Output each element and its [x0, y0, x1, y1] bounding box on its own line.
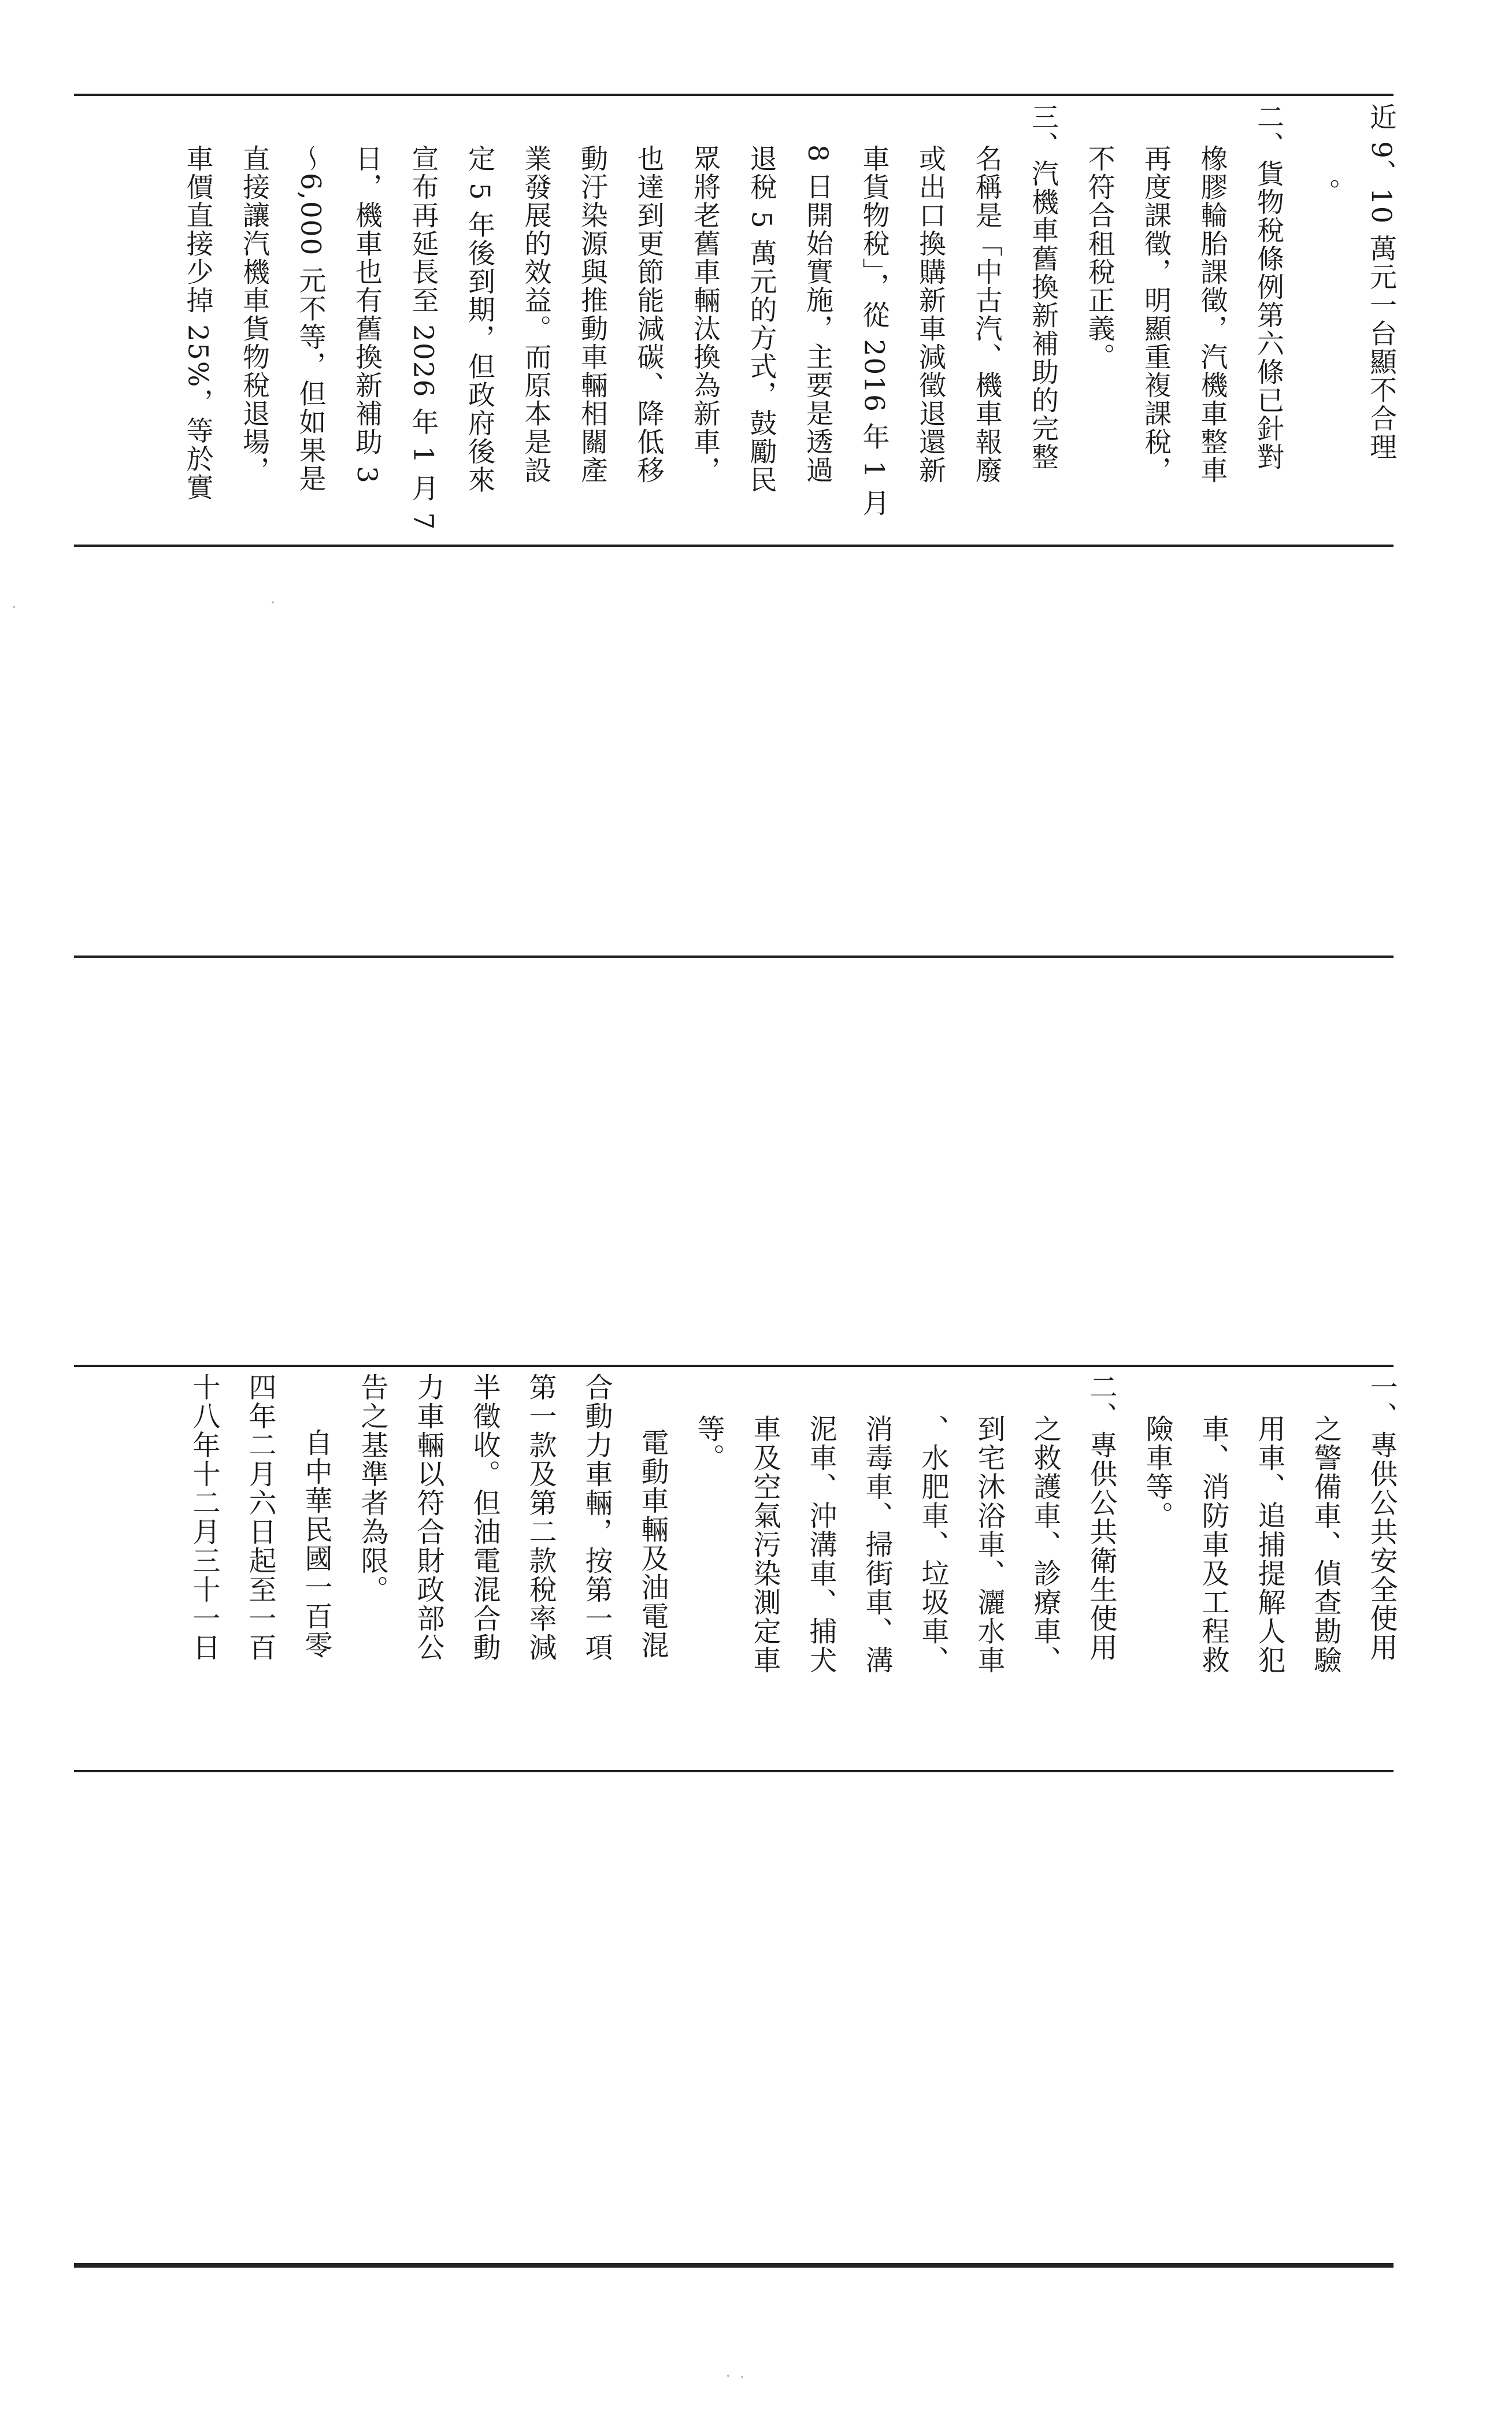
- upper-text-block: [172, 103, 1409, 542]
- text-line: 合動力車輛，按第一項: [580, 1373, 613, 1662]
- text-line: 近 9、10 萬元一台顯不合理: [1365, 103, 1397, 461]
- text-line: 車貨物稅」，從 2016 年 1 月: [858, 145, 890, 517]
- text-line: 、水肥車、垃圾車、: [917, 1414, 949, 1675]
- text-line: 用車、追捕提解人犯: [1253, 1414, 1285, 1675]
- text-line: 之救護車、診療車、: [1029, 1414, 1061, 1675]
- text-line: 第一款及第二款稅率減: [524, 1373, 557, 1662]
- scan-speck: [13, 606, 15, 608]
- text-line: 橡膠輪胎課徵，汽機車整車: [1196, 145, 1228, 484]
- text-line: 定 5 年後到期，但政府後來: [464, 145, 495, 494]
- text-line: 日，機車也有舊換新補助 3: [351, 145, 383, 484]
- text-line: 動汙染源與推動車輛相關產: [576, 145, 608, 484]
- text-line: 直接讓汽機車貨物稅退場，: [238, 145, 270, 484]
- text-line: 三、汽機車舊換新補助的完整: [1027, 103, 1059, 471]
- bottom-rule: [74, 2263, 1394, 2268]
- text-line: 宣布再延長至 2026 年 1 月 7: [407, 145, 439, 531]
- text-line: 眾將老舊車輛汰換為新車，: [689, 145, 721, 484]
- text-line: 十八年十二月三十一日: [188, 1373, 220, 1662]
- text-line: 之警備車、偵查勘驗: [1309, 1414, 1341, 1675]
- text-line: 四年二月六日起至一百: [244, 1373, 276, 1662]
- text-line: 告之基準者為限。: [356, 1373, 388, 1604]
- scan-speck: [741, 2376, 743, 2378]
- text-line: 電動車輛及油電混: [636, 1428, 669, 1660]
- text-line: 二、貨物稅條例第六條已針對: [1252, 103, 1284, 471]
- lower-section-divider: [74, 1770, 1394, 1772]
- text-line: 二、專供公共衛生使用: [1085, 1373, 1117, 1662]
- text-line: 8 日開始實施，主要是透過: [802, 145, 833, 484]
- text-line: 自中華民國一百零: [300, 1428, 332, 1660]
- middle-divider: [74, 955, 1394, 958]
- scan-speck: [727, 2375, 729, 2377]
- text-line: 車價直接少掉 25%，等於實: [181, 145, 214, 502]
- text-line: 名稱是「中古汽、機車報廢: [970, 145, 1003, 484]
- text-line: 再度課徵，明顯重複課稅，: [1140, 145, 1172, 484]
- text-line: 退稅 5 萬元的方式，鼓勵民: [745, 145, 777, 494]
- top-rule: [74, 94, 1394, 96]
- text-line: 也達到更節能減碳、降低移: [632, 145, 665, 484]
- text-line: 等。: [692, 1414, 725, 1472]
- text-line: 到宅沐浴車、灑水車: [973, 1414, 1005, 1675]
- scan-speck: [272, 601, 274, 603]
- text-line: 險車等。: [1141, 1414, 1173, 1530]
- text-line: 車、消防車及工程救: [1197, 1414, 1229, 1675]
- text-line: 或出口換購新車減徵退還新: [914, 145, 946, 484]
- text-line: 車及空氣污染測定車: [748, 1414, 781, 1675]
- lower-section-top-rule: [74, 1365, 1394, 1367]
- text-line: 不符合租稅正義。: [1083, 145, 1116, 371]
- text-line: 力車輛以符合財政部公: [412, 1373, 444, 1662]
- upper-section-divider: [74, 545, 1394, 547]
- text-line: 消毒車、掃街車、溝: [861, 1414, 893, 1675]
- text-line: 。: [1309, 178, 1341, 206]
- lower-text-block: [172, 1373, 1409, 1766]
- text-line: ～6,000 元不等，但如果是: [294, 145, 327, 493]
- text-line: 半徵收。但油電混合動: [468, 1373, 501, 1662]
- text-line: 業發展的效益。而原本是設: [520, 145, 552, 484]
- text-line: 一、專供公共安全使用: [1365, 1373, 1398, 1662]
- text-line: 泥車、沖溝車、捕犬: [805, 1414, 837, 1675]
